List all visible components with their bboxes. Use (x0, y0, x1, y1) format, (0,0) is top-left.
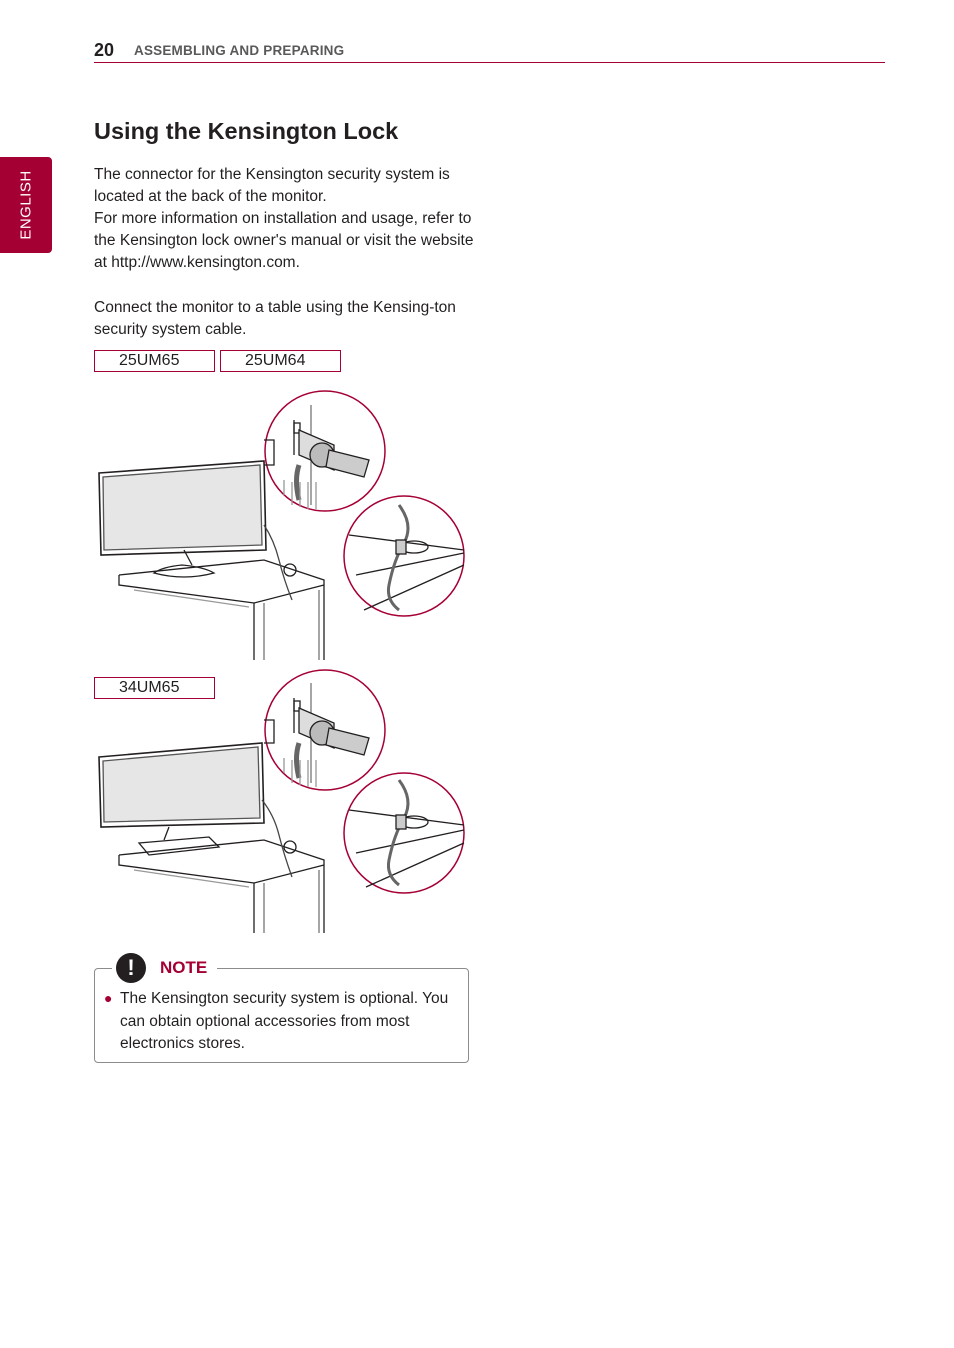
language-label: ENGLISH (17, 170, 35, 240)
page-header (94, 40, 885, 63)
note-title: NOTE (160, 958, 208, 977)
section-title: ASSEMBLING AND PREPARING (134, 43, 345, 58)
model-label-34um65: 34UM65 (94, 677, 215, 699)
kensington-illustration-34um65 (94, 665, 474, 935)
model-label-25um64: 25UM64 (220, 350, 341, 372)
note-item: The Kensington security system is optional. You can obtain optional accessories from most electronics stores. (120, 990, 449, 1052)
connect-paragraph: Connect the monitor to a table using the Kensing-ton security system cable. (94, 299, 456, 338)
exclamation-icon: ! (116, 953, 146, 983)
page-number: 20 (94, 40, 115, 60)
kensington-illustration-25um (94, 385, 474, 660)
language-tab (0, 157, 52, 253)
intro-paragraph: The connector for the Kensington security system is located at the back of the monitor. (94, 166, 450, 205)
page-title: Using the Kensington Lock (94, 118, 399, 144)
bullet-icon: ● (104, 990, 113, 1006)
info-paragraph: For more information on installation and usage, refer to the Kensington lock owner's manual or visit the website at http://www.kensington.com. (94, 210, 474, 271)
note-header (112, 950, 217, 986)
model-label-25um65: 25UM65 (94, 350, 215, 372)
